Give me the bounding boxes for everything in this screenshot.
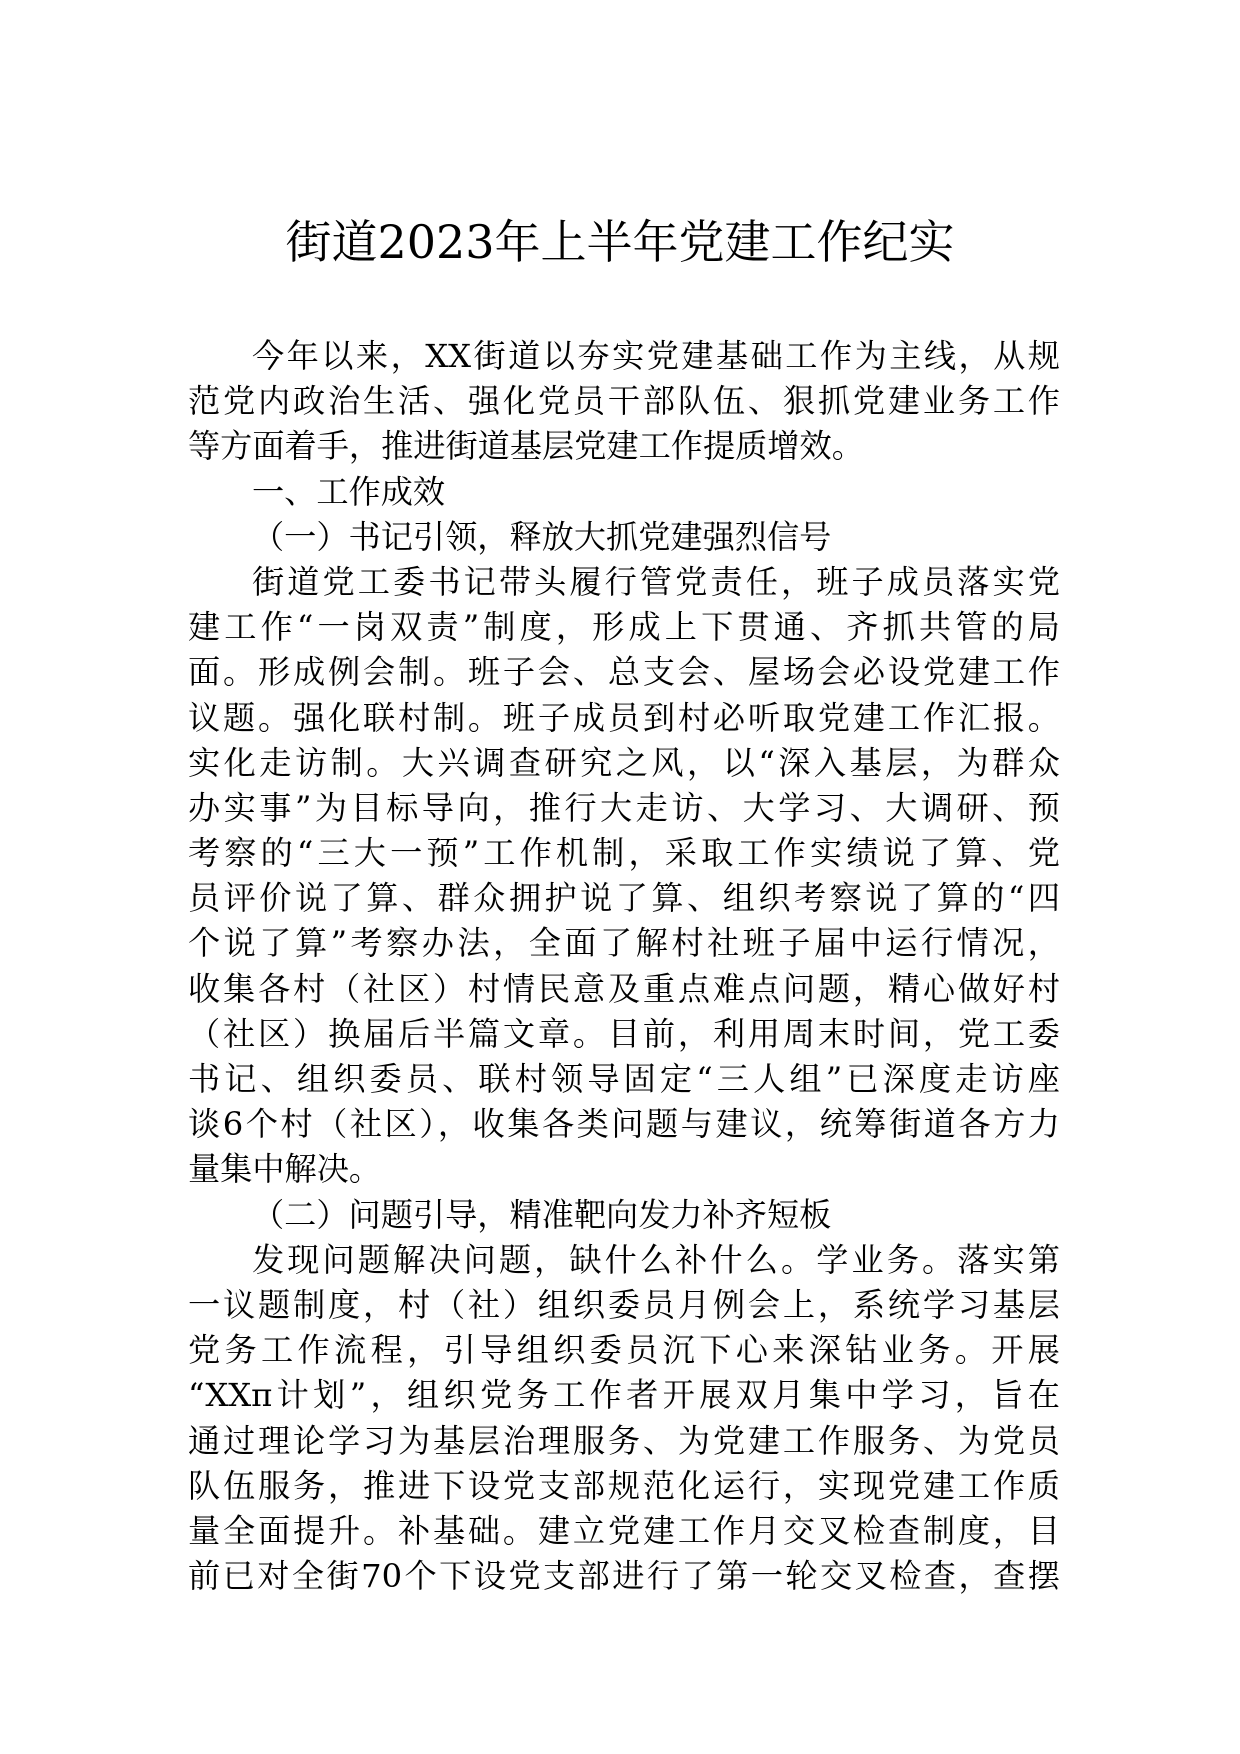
body-line: 量集中解决。 — [188, 1150, 382, 1189]
body-line: 党务工作流程，引导组织委员沉下心来深钻业务。开展 — [188, 1331, 1060, 1370]
body-line: （二）问题引导，精准靶向发力补齐短板 — [252, 1195, 832, 1234]
body-line: 议题。强化联村制。班子成员到村必听取党建工作汇报。 — [188, 698, 1060, 737]
body-line: 今年以来，XX街道以夯实党建基础工作为主线，从规 — [252, 337, 1060, 375]
body-line: 发现问题解决问题，缺什么补什么。学业务。落实第 — [252, 1240, 1060, 1279]
body-line: 谈6个村（社区），收集各类问题与建议，统筹街道各方力 — [188, 1105, 1060, 1144]
body-line: “XXπ计划”，组织党务工作者开展双月集中学习，旨在 — [188, 1376, 1060, 1415]
body-line: 一、工作成效 — [252, 472, 446, 511]
body-line: 实化走访制。大兴调查研究之风，以“深入基层，为群众 — [188, 743, 1060, 782]
document-body — [188, 334, 1060, 1599]
body-line: （一）书记引领，释放大抓党建强烈信号 — [252, 517, 832, 556]
body-line: （社区）换届后半篇文章。目前，利用周末时间，党工委 — [188, 1014, 1060, 1053]
body-line: 等方面着手，推进街道基层党建工作提质增效。 — [188, 427, 864, 466]
document-title: 街道2023年上半年党建工作纪实 — [285, 215, 955, 269]
body-line: 建工作“一岗双责”制度，形成上下贯通、齐抓共管的局 — [188, 608, 1060, 647]
body-line: 收集各村（社区）村情民意及重点难点问题，精心做好村 — [188, 969, 1060, 1008]
body-line: 个说了算”考察办法，全面了解村社班子届中运行情况， — [188, 924, 1060, 963]
body-line: 通过理论学习为基层治理服务、为党建工作服务、为党员 — [188, 1421, 1060, 1460]
body-line: 前已对全街70个下设党支部进行了第一轮交叉检查，查摆 — [188, 1557, 1060, 1596]
body-line: 办实事”为目标导向，推行大走访、大学习、大调研、预 — [188, 788, 1060, 827]
body-line: 员评价说了算、群众拥护说了算、组织考察说了算的“四 — [188, 879, 1060, 918]
body-line: 队伍服务，推进下设党支部规范化运行，实现党建工作质 — [188, 1466, 1060, 1505]
body-line: 考察的“三大一预”工作机制，采取工作实绩说了算、党 — [188, 834, 1060, 873]
body-line: 街道党工委书记带头履行管党责任，班子成员落实党 — [252, 562, 1060, 601]
body-line: 一议题制度，村（社）组织委员月例会上，系统学习基层 — [188, 1285, 1060, 1324]
body-line: 面。形成例会制。班子会、总支会、屋场会必设党建工作 — [188, 653, 1060, 692]
body-line: 量全面提升。补基础。建立党建工作月交叉检查制度，目 — [188, 1511, 1060, 1550]
body-line: 范党内政治生活、强化党员干部队伍、狠抓党建业务工作 — [188, 382, 1060, 421]
body-line: 书记、组织委员、联村领导固定“三人组”已深度走访座 — [188, 1060, 1060, 1098]
